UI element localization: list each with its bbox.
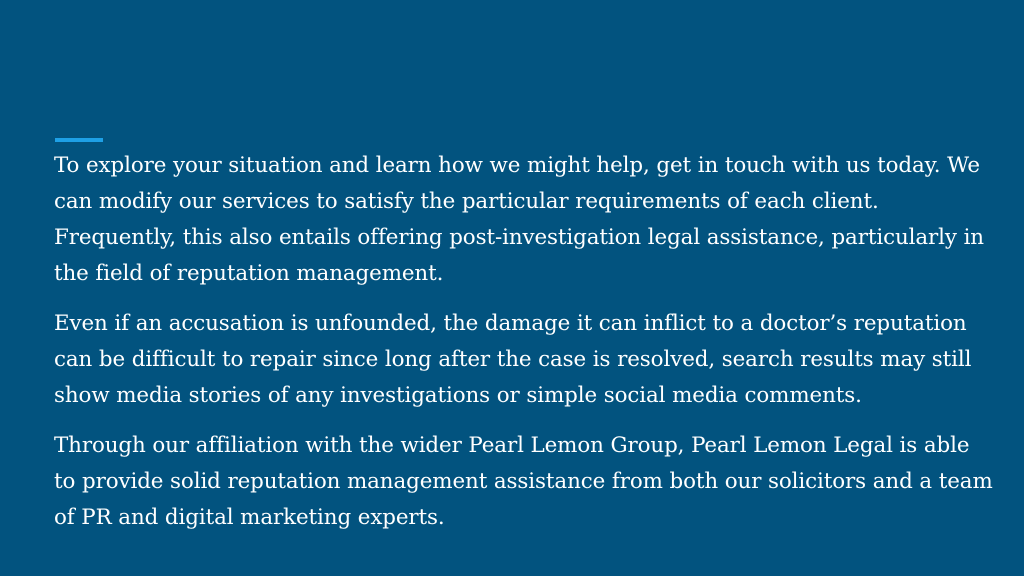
accent-bar [55, 138, 103, 142]
paragraph-affiliation: Through our affiliation with the wider Pearl Lemon Group, Pearl Lemon Legal is able to provide solid reputation management assistance from both our solicitors and a team of PR and digital marketing experts. [54, 433, 993, 530]
paragraph-contact: To explore your situation and learn how we might help, get in touch with us today. We can modify our services to satisfy the particular requirements of each client. Frequently, this also entails offering post-investigation legal assistance, particularly in the field of reputation management. [54, 153, 984, 286]
paragraph-reputation-damage: Even if an accusation is unfounded, the damage it can inflict to a doctor’s reputation can be difficult to repair since long after the case is resolved, search results may still show media stories of any investigations or simple social media comments. [54, 311, 972, 408]
slide-body [54, 148, 994, 550]
